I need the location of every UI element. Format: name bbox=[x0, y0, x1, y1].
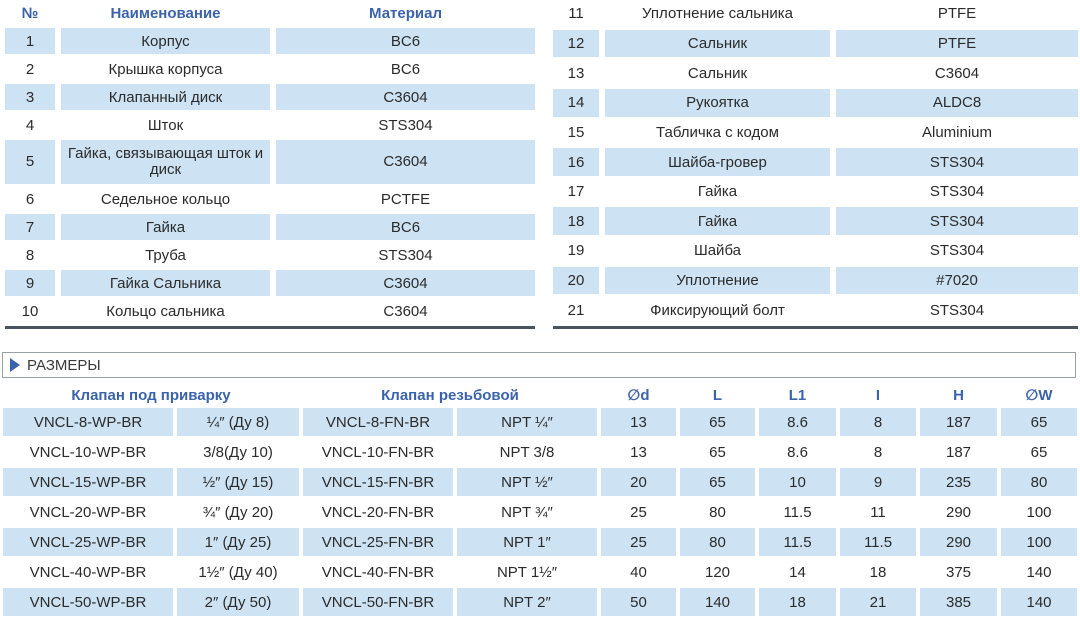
dimensions-section-title: РАЗМЕРЫ bbox=[27, 356, 101, 374]
table-row bbox=[553, 59, 1078, 89]
table-row bbox=[5, 298, 535, 326]
part-number-cell: 12 bbox=[553, 30, 599, 60]
thread-size-cell: NPT ¾″ bbox=[457, 498, 597, 528]
weld-model-cell: VNCL-20-WP-BR bbox=[3, 498, 173, 528]
part-name-cell: Сальник bbox=[605, 59, 830, 89]
thread-model-cell: VNCL-20-FN-BR bbox=[303, 498, 453, 528]
part-name-cell: Табличка с кодом bbox=[605, 119, 830, 149]
table-row bbox=[5, 84, 535, 112]
part-name-cell: Кольцо сальника bbox=[61, 298, 270, 326]
dim-l-cell: 65 bbox=[680, 408, 755, 438]
part-number-cell: 14 bbox=[553, 89, 599, 119]
part-name-cell: Гайка, связывающая шток и диск bbox=[61, 140, 270, 186]
part-number-cell: 7 bbox=[5, 214, 55, 242]
part-number-cell: 21 bbox=[553, 296, 599, 326]
table-row bbox=[3, 438, 1077, 468]
table-row bbox=[5, 214, 535, 242]
column-header-material: Материал bbox=[276, 0, 535, 28]
dim-d-cell: 13 bbox=[601, 408, 676, 438]
dim-i-cell: 11 bbox=[840, 498, 916, 528]
part-name-cell: Фиксирующий болт bbox=[605, 296, 830, 326]
part-name-cell: Гайка Сальника bbox=[61, 270, 270, 298]
dim-i-cell: 8 bbox=[840, 408, 916, 438]
dim-l1-cell: 11.5 bbox=[759, 498, 836, 528]
dim-i-cell: 9 bbox=[840, 468, 916, 498]
table-row bbox=[5, 270, 535, 298]
dim-l1-cell: 8.6 bbox=[759, 438, 836, 468]
part-number-cell: 8 bbox=[5, 242, 55, 270]
dim-d-cell: 40 bbox=[601, 558, 676, 588]
part-material-cell: #7020 bbox=[836, 267, 1078, 297]
weld-model-cell: VNCL-25-WP-BR bbox=[3, 528, 173, 558]
weld-model-cell: VNCL-50-WP-BR bbox=[3, 588, 173, 618]
table-row bbox=[553, 148, 1078, 178]
thread-model-cell: VNCL-50-FN-BR bbox=[303, 588, 453, 618]
dim-i-cell: 11.5 bbox=[840, 528, 916, 558]
part-name-cell: Уплотнение сальника bbox=[605, 0, 830, 30]
table-row bbox=[3, 588, 1077, 618]
column-header-l: L bbox=[680, 382, 755, 408]
thread-size-cell: NPT 1½″ bbox=[457, 558, 597, 588]
table-row bbox=[553, 296, 1078, 326]
dim-l-cell: 80 bbox=[680, 498, 755, 528]
column-group-header-thread-valve: Клапан резьбовой bbox=[303, 382, 597, 408]
weld-size-cell: 1½″ (Ду 40) bbox=[177, 558, 299, 588]
dim-l1-cell: 18 bbox=[759, 588, 836, 618]
table-row bbox=[3, 408, 1077, 438]
part-name-cell: Гайка bbox=[605, 207, 830, 237]
weld-size-cell: ¼″ (Ду 8) bbox=[177, 408, 299, 438]
table-row bbox=[553, 207, 1078, 237]
table-row bbox=[3, 558, 1077, 588]
thread-size-cell: NPT ¼″ bbox=[457, 408, 597, 438]
table-row bbox=[5, 186, 535, 214]
table-row bbox=[5, 112, 535, 140]
dim-d-cell: 13 bbox=[601, 438, 676, 468]
part-number-cell: 3 bbox=[5, 84, 55, 112]
dim-l-cell: 65 bbox=[680, 468, 755, 498]
part-name-cell: Корпус bbox=[61, 28, 270, 56]
part-material-cell: BC6 bbox=[276, 28, 535, 56]
part-material-cell: C3604 bbox=[276, 270, 535, 298]
dim-l1-cell: 14 bbox=[759, 558, 836, 588]
dim-w-cell: 65 bbox=[1001, 408, 1077, 438]
table-row bbox=[553, 267, 1078, 297]
table-row bbox=[5, 56, 535, 84]
part-name-cell: Гайка bbox=[61, 214, 270, 242]
table-row bbox=[553, 89, 1078, 119]
section-arrow-icon bbox=[10, 358, 20, 372]
parts-table-header-row bbox=[5, 0, 535, 28]
table-row bbox=[553, 30, 1078, 60]
table-row bbox=[553, 0, 1078, 30]
part-material-cell: STS304 bbox=[836, 207, 1078, 237]
part-material-cell: STS304 bbox=[276, 112, 535, 140]
part-material-cell: STS304 bbox=[836, 296, 1078, 326]
dim-w-cell: 100 bbox=[1001, 498, 1077, 528]
part-material-cell: C3604 bbox=[836, 59, 1078, 89]
dim-d-cell: 25 bbox=[601, 528, 676, 558]
part-name-cell: Седельное кольцо bbox=[61, 186, 270, 214]
part-name-cell: Труба bbox=[61, 242, 270, 270]
thread-model-cell: VNCL-15-FN-BR bbox=[303, 468, 453, 498]
dim-w-cell: 100 bbox=[1001, 528, 1077, 558]
part-name-cell: Сальник bbox=[605, 30, 830, 60]
part-number-cell: 11 bbox=[553, 0, 599, 30]
weld-model-cell: VNCL-10-WP-BR bbox=[3, 438, 173, 468]
dim-d-cell: 20 bbox=[601, 468, 676, 498]
column-header-h: H bbox=[920, 382, 997, 408]
part-material-cell: Aluminium bbox=[836, 119, 1078, 149]
part-material-cell: BC6 bbox=[276, 214, 535, 242]
part-name-cell: Рукоятка bbox=[605, 89, 830, 119]
dim-h-cell: 375 bbox=[920, 558, 997, 588]
column-header-number: № bbox=[5, 0, 55, 28]
table-row bbox=[3, 528, 1077, 558]
thread-model-cell: VNCL-40-FN-BR bbox=[303, 558, 453, 588]
part-number-cell: 17 bbox=[553, 178, 599, 208]
part-material-cell: PTFE bbox=[836, 0, 1078, 30]
dim-l1-cell: 8.6 bbox=[759, 408, 836, 438]
dim-l1-cell: 11.5 bbox=[759, 528, 836, 558]
part-number-cell: 20 bbox=[553, 267, 599, 297]
part-name-cell: Шток bbox=[61, 112, 270, 140]
column-header-i: I bbox=[840, 382, 916, 408]
part-number-cell: 16 bbox=[553, 148, 599, 178]
part-number-cell: 2 bbox=[5, 56, 55, 84]
table-row bbox=[5, 242, 535, 270]
part-name-cell: Клапанный диск bbox=[61, 84, 270, 112]
dim-l-cell: 120 bbox=[680, 558, 755, 588]
dim-i-cell: 21 bbox=[840, 588, 916, 618]
dim-w-cell: 65 bbox=[1001, 438, 1077, 468]
dim-h-cell: 235 bbox=[920, 468, 997, 498]
part-number-cell: 5 bbox=[5, 140, 55, 186]
weld-model-cell: VNCL-8-WP-BR bbox=[3, 408, 173, 438]
dim-l-cell: 80 bbox=[680, 528, 755, 558]
dim-d-cell: 50 bbox=[601, 588, 676, 618]
part-name-cell: Шайба-гровер bbox=[605, 148, 830, 178]
thread-size-cell: NPT ½″ bbox=[457, 468, 597, 498]
part-number-cell: 4 bbox=[5, 112, 55, 140]
weld-size-cell: ½″ (Ду 15) bbox=[177, 468, 299, 498]
dim-h-cell: 290 bbox=[920, 528, 997, 558]
thread-size-cell: NPT 1″ bbox=[457, 528, 597, 558]
part-number-cell: 18 bbox=[553, 207, 599, 237]
table-row bbox=[553, 237, 1078, 267]
part-material-cell: C3604 bbox=[276, 84, 535, 112]
dim-l1-cell: 10 bbox=[759, 468, 836, 498]
table-row bbox=[5, 140, 535, 186]
parts-materials-table-right bbox=[553, 0, 1078, 329]
dimensions-section-bar bbox=[2, 352, 1076, 378]
part-material-cell: C3604 bbox=[276, 298, 535, 326]
dimensions-table-header-row bbox=[3, 382, 1077, 408]
part-material-cell: STS304 bbox=[836, 178, 1078, 208]
column-header-diameter-d: ∅d bbox=[601, 382, 676, 408]
part-number-cell: 6 bbox=[5, 186, 55, 214]
part-number-cell: 13 bbox=[553, 59, 599, 89]
dim-l-cell: 65 bbox=[680, 438, 755, 468]
dim-w-cell: 80 bbox=[1001, 468, 1077, 498]
column-header-name: Наименование bbox=[61, 0, 270, 28]
weld-model-cell: VNCL-40-WP-BR bbox=[3, 558, 173, 588]
thread-size-cell: NPT 3/8 bbox=[457, 438, 597, 468]
part-name-cell: Уплотнение bbox=[605, 267, 830, 297]
dimensions-table bbox=[3, 382, 1077, 618]
part-number-cell: 10 bbox=[5, 298, 55, 326]
part-material-cell: ALDC8 bbox=[836, 89, 1078, 119]
dim-h-cell: 187 bbox=[920, 408, 997, 438]
weld-size-cell: 3/8(Ду 10) bbox=[177, 438, 299, 468]
part-material-cell: PCTFE bbox=[276, 186, 535, 214]
weld-model-cell: VNCL-15-WP-BR bbox=[3, 468, 173, 498]
table-row bbox=[3, 498, 1077, 528]
part-name-cell: Крышка корпуса bbox=[61, 56, 270, 84]
weld-size-cell: 1″ (Ду 25) bbox=[177, 528, 299, 558]
column-header-l1: L1 bbox=[759, 382, 836, 408]
part-name-cell: Гайка bbox=[605, 178, 830, 208]
thread-model-cell: VNCL-10-FN-BR bbox=[303, 438, 453, 468]
table-row bbox=[553, 178, 1078, 208]
dim-d-cell: 25 bbox=[601, 498, 676, 528]
table-row bbox=[3, 468, 1077, 498]
part-material-cell: BC6 bbox=[276, 56, 535, 84]
part-number-cell: 15 bbox=[553, 119, 599, 149]
part-material-cell: STS304 bbox=[836, 237, 1078, 267]
thread-model-cell: VNCL-8-FN-BR bbox=[303, 408, 453, 438]
part-number-cell: 9 bbox=[5, 270, 55, 298]
dim-i-cell: 18 bbox=[840, 558, 916, 588]
part-number-cell: 19 bbox=[553, 237, 599, 267]
dim-h-cell: 187 bbox=[920, 438, 997, 468]
dim-w-cell: 140 bbox=[1001, 588, 1077, 618]
dim-i-cell: 8 bbox=[840, 438, 916, 468]
part-name-cell: Шайба bbox=[605, 237, 830, 267]
table-row bbox=[553, 119, 1078, 149]
column-header-diameter-w: ∅W bbox=[1001, 382, 1077, 408]
dim-h-cell: 385 bbox=[920, 588, 997, 618]
table-row bbox=[5, 28, 535, 56]
dim-l-cell: 140 bbox=[680, 588, 755, 618]
dim-h-cell: 290 bbox=[920, 498, 997, 528]
part-material-cell: C3604 bbox=[276, 140, 535, 186]
thread-size-cell: NPT 2″ bbox=[457, 588, 597, 618]
column-group-header-weld-valve: Клапан под приварку bbox=[3, 382, 299, 408]
part-material-cell: PTFE bbox=[836, 30, 1078, 60]
part-material-cell: STS304 bbox=[276, 242, 535, 270]
parts-materials-table-left bbox=[5, 0, 535, 329]
thread-model-cell: VNCL-25-FN-BR bbox=[303, 528, 453, 558]
part-number-cell: 1 bbox=[5, 28, 55, 56]
weld-size-cell: 2″ (Ду 50) bbox=[177, 588, 299, 618]
weld-size-cell: ¾″ (Ду 20) bbox=[177, 498, 299, 528]
dim-w-cell: 140 bbox=[1001, 558, 1077, 588]
part-material-cell: STS304 bbox=[836, 148, 1078, 178]
